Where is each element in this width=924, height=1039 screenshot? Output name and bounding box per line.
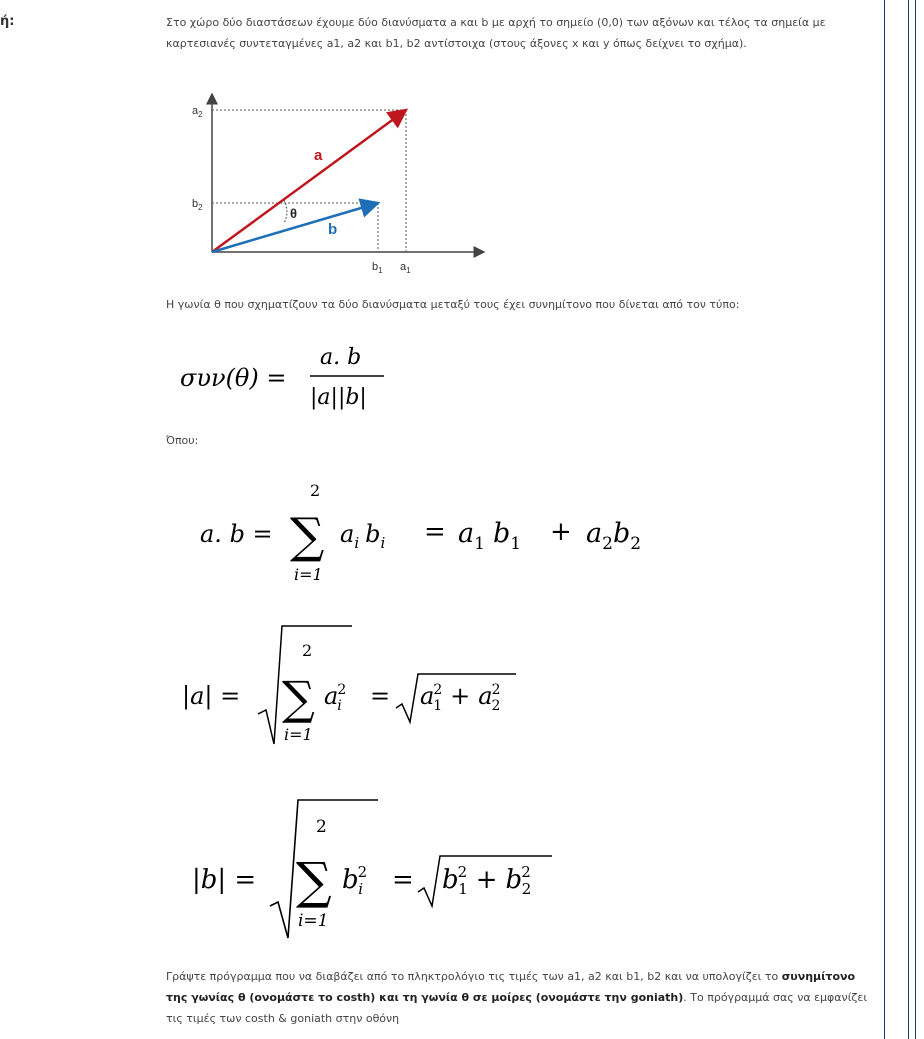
svg-text:b21+b22: b2 1 + b2 2 <box>442 863 532 898</box>
vector-b-label: b <box>328 221 338 238</box>
scroll-track <box>915 0 916 1039</box>
label-a1: $a_1$ <box>400 261 411 275</box>
svg-text:a. b =: a. b = <box>200 520 273 548</box>
svg-text:=: = <box>392 865 414 895</box>
svg-text:i=1: i=1 <box>284 725 313 744</box>
exercise-panel <box>152 0 885 1039</box>
task-text-pre: Γράψτε πρόγραμμα που να διαβάζει από το πληκτρολόγιο τις τιμές των a1, a2 και b1, b2 και να υπολογίζει το <box>166 970 782 983</box>
svg-text:=: = <box>424 517 446 547</box>
section-label: ή: <box>0 14 15 29</box>
task-text-bold: συνημίτονο της γωνίας θ (ονομάστε το costh) και τη γωνία θ σε μοίρες (ονομάστε την goniath) <box>166 970 856 1004</box>
angle-paragraph: Η γωνία θ που σχηματίζουν τα δύο διανύσματα μεταξύ τους έχει συνημίτονο που δίνεται από τον τύπο: <box>166 298 740 311</box>
svg-text:aibi: $a_i$ $b_i$ <box>340 520 386 552</box>
svg-text:∑: ∑ <box>296 852 332 910</box>
svg-text:2: 2 <box>302 641 313 660</box>
svg-text:b2i: b2 i <box>342 863 368 898</box>
dot-product-formula <box>200 476 680 596</box>
right-scroll-rail[interactable] <box>908 0 924 1039</box>
svg-text:|a| =: |a| = <box>182 682 241 710</box>
svg-text:a21+a22: a2 1 + a2 2 <box>420 682 501 714</box>
cosine-formula <box>180 334 420 424</box>
svg-text:a2i: a2 i <box>324 682 347 714</box>
label-b1: $b_1$ <box>372 261 383 275</box>
svg-text:i=1: i=1 <box>294 565 323 584</box>
svg-text:2: 2 <box>310 481 321 500</box>
task-paragraph <box>166 966 870 1029</box>
svg-text:∑: ∑ <box>290 508 325 564</box>
intro-paragraph: Στο χώρο δύο διαστάσεων έχουμε δύο διανύσματα a και b με αρχή το σημείο (0,0) των αξόνων και τέλος τα σημεία με καρτεσιανές συντεταγμένες a1, a2 και b1, b2 αντίστοιχα (στους άξονες x και y όπως δείχνει το σχήμα). <box>166 16 826 50</box>
svg-text:a. b: a. b <box>320 345 362 370</box>
angle-label: θ <box>290 206 298 221</box>
norm-a-formula <box>182 622 582 752</box>
svg-text:i=1: i=1 <box>298 911 329 931</box>
vector-diagram <box>184 88 504 278</box>
vector-a-label: a <box>314 147 323 164</box>
where-label: Όπου: <box>166 434 199 447</box>
task-text-post: . Το πρόγραμμά σας να εμφανίζει τις τιμές των costh & goniath στην οθόνη <box>166 991 868 1025</box>
svg-text:a1b1: $a_1$ $b_1$ <box>458 518 522 554</box>
svg-text:∑: ∑ <box>282 671 315 725</box>
svg-text:a2b2: $a_2b_2$ <box>586 518 642 554</box>
svg-text:2: 2 <box>316 817 327 837</box>
svg-text:|a||b|: |a||b| <box>310 385 367 410</box>
svg-text:=: = <box>370 682 391 710</box>
svg-text:|b| =: |b| = <box>192 865 257 895</box>
norm-b-formula <box>192 796 612 946</box>
vector-diagram-svg <box>184 88 504 278</box>
svg-text:+: + <box>550 517 572 547</box>
label-a2: $a_2$ <box>192 105 203 119</box>
svg-text:συν(θ) =: συν(θ) = <box>180 364 287 392</box>
label-b2: $b_2$ <box>192 198 203 212</box>
vector-a-arrow <box>212 110 406 252</box>
